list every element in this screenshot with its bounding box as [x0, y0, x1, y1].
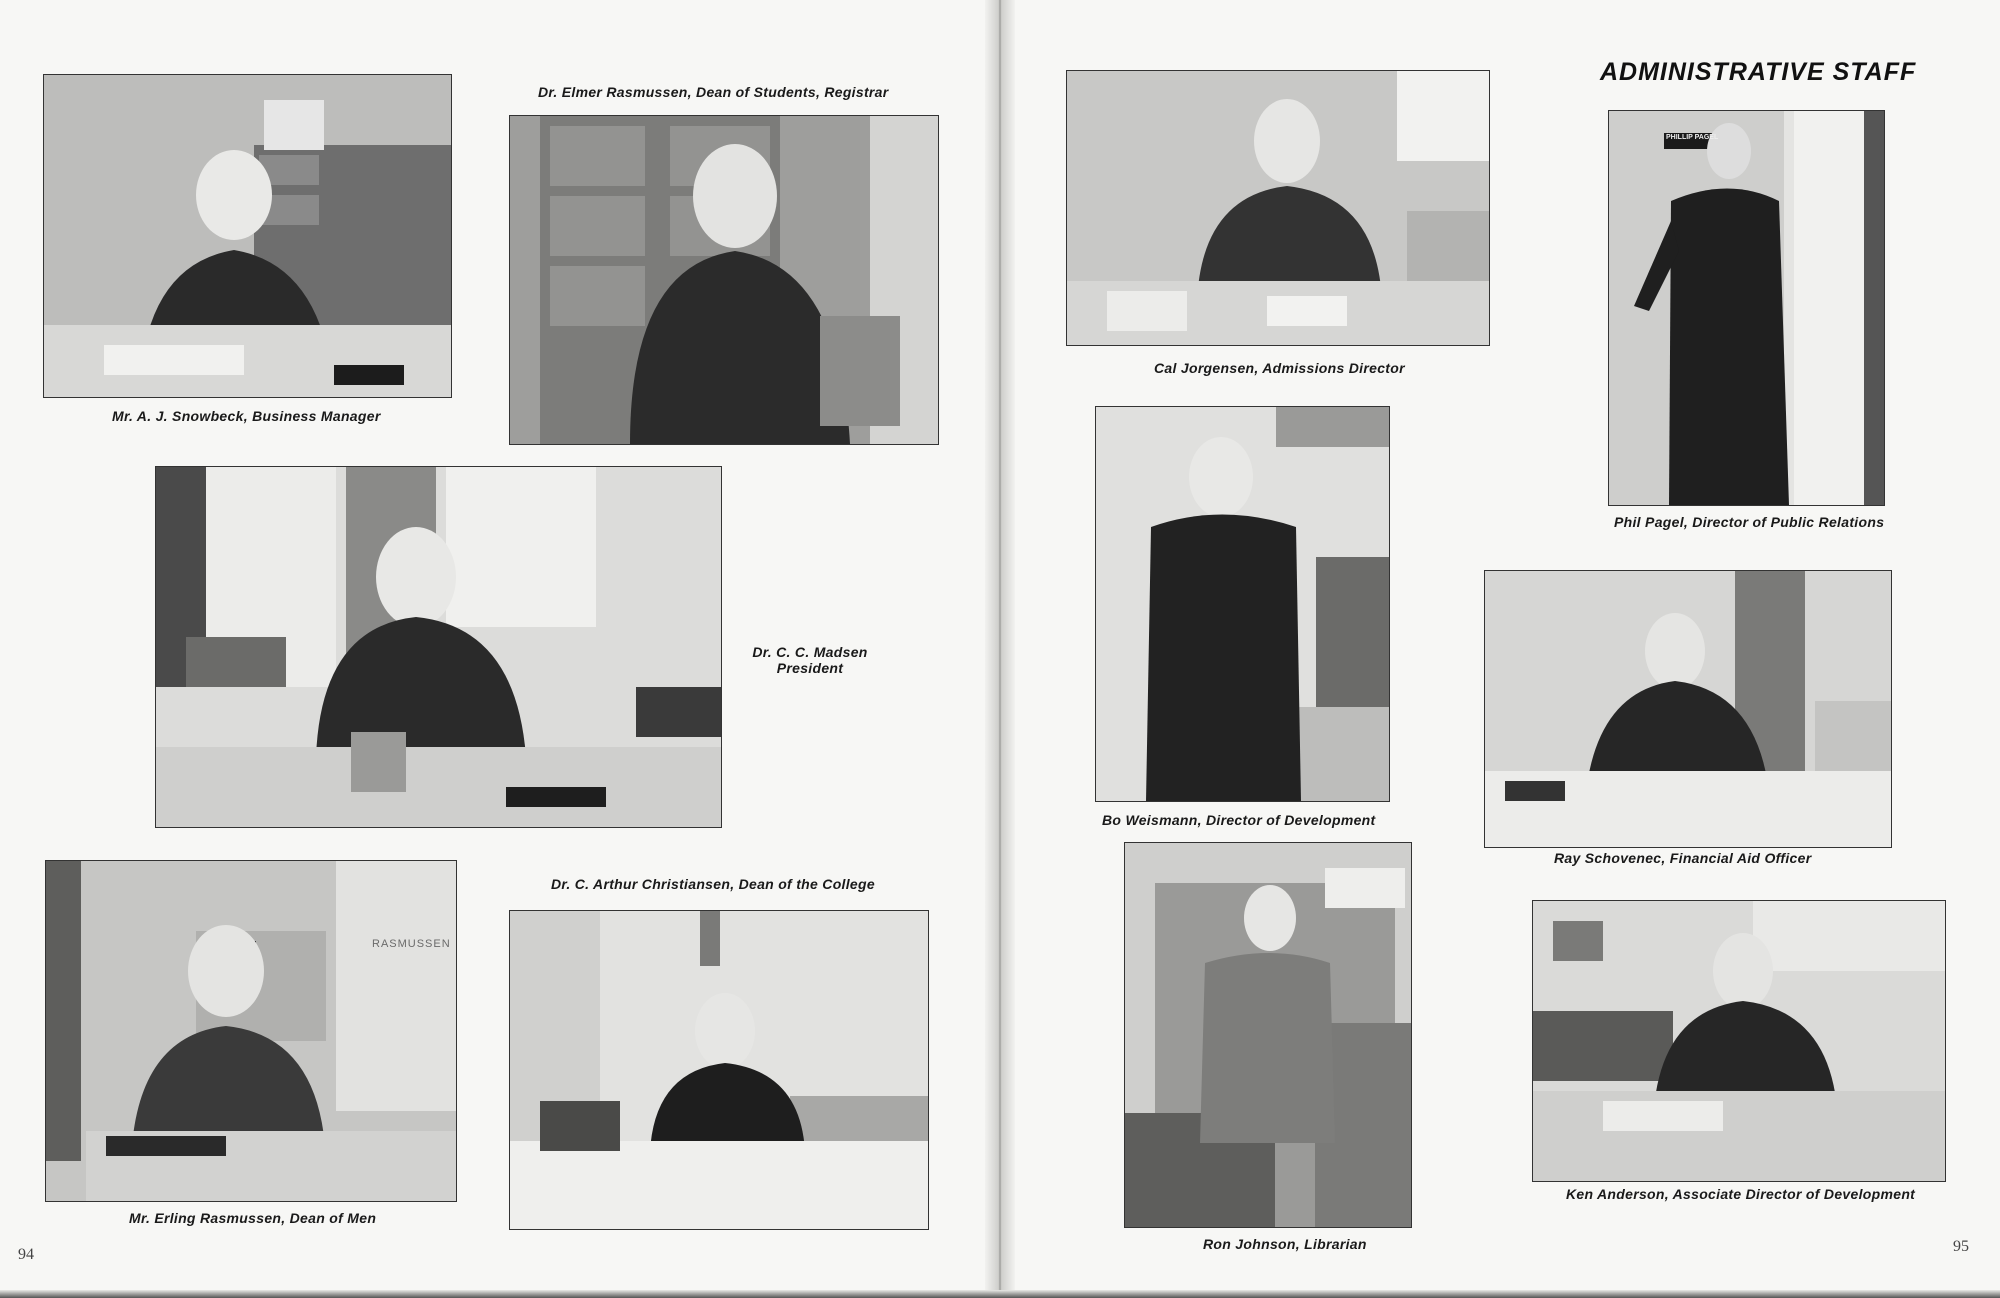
page-heading: ADMINISTRATIVE STAFF	[1600, 58, 1917, 86]
caption-johnson: Ron Johnson, Librarian	[1203, 1236, 1367, 1252]
photo-elmer-rasmussen	[509, 115, 939, 445]
caption-madsen-name: Dr. C. C. Madsen	[752, 644, 868, 660]
photo-weismann	[1095, 406, 1390, 802]
book-bottom-edge	[0, 1290, 2000, 1298]
caption-madsen-title: President	[776, 660, 844, 676]
caption-erling-rasmussen: Mr. Erling Rasmussen, Dean of Men	[129, 1210, 377, 1226]
book-gutter	[985, 0, 1015, 1298]
caption-pagel: Phil Pagel, Director of Public Relations	[1614, 514, 1885, 530]
caption-jorgensen: Cal Jorgensen, Admissions Director	[1154, 360, 1405, 376]
photo-christiansen	[509, 910, 929, 1230]
photo-schovenec	[1484, 570, 1892, 848]
nameplate-rasmussen: RASMUSSEN	[372, 938, 451, 950]
photo-snowbeck	[43, 74, 452, 398]
page-number-right: 95	[1953, 1238, 1969, 1255]
photo-pagel	[1608, 110, 1885, 506]
photo-johnson	[1124, 842, 1412, 1228]
caption-anderson: Ken Anderson, Associate Director of Development	[1566, 1186, 1916, 1202]
caption-madsen	[740, 644, 880, 676]
door-sign-pagel: PHILLIP PAGEL	[1666, 134, 1719, 141]
caption-schovenec: Ray Schovenec, Financial Aid Officer	[1554, 850, 1812, 866]
caption-weismann: Bo Weismann, Director of Development	[1102, 812, 1376, 828]
caption-christiansen: Dr. C. Arthur Christiansen, Dean of the College	[551, 876, 875, 892]
page-number-left: 94	[18, 1246, 34, 1263]
photo-erling-rasmussen	[45, 860, 457, 1202]
photo-anderson	[1532, 900, 1946, 1182]
photo-madsen	[155, 466, 722, 828]
caption-snowbeck: Mr. A. J. Snowbeck, Business Manager	[112, 408, 381, 424]
photo-jorgensen	[1066, 70, 1490, 346]
caption-elmer-rasmussen: Dr. Elmer Rasmussen, Dean of Students, Registrar	[538, 84, 889, 100]
